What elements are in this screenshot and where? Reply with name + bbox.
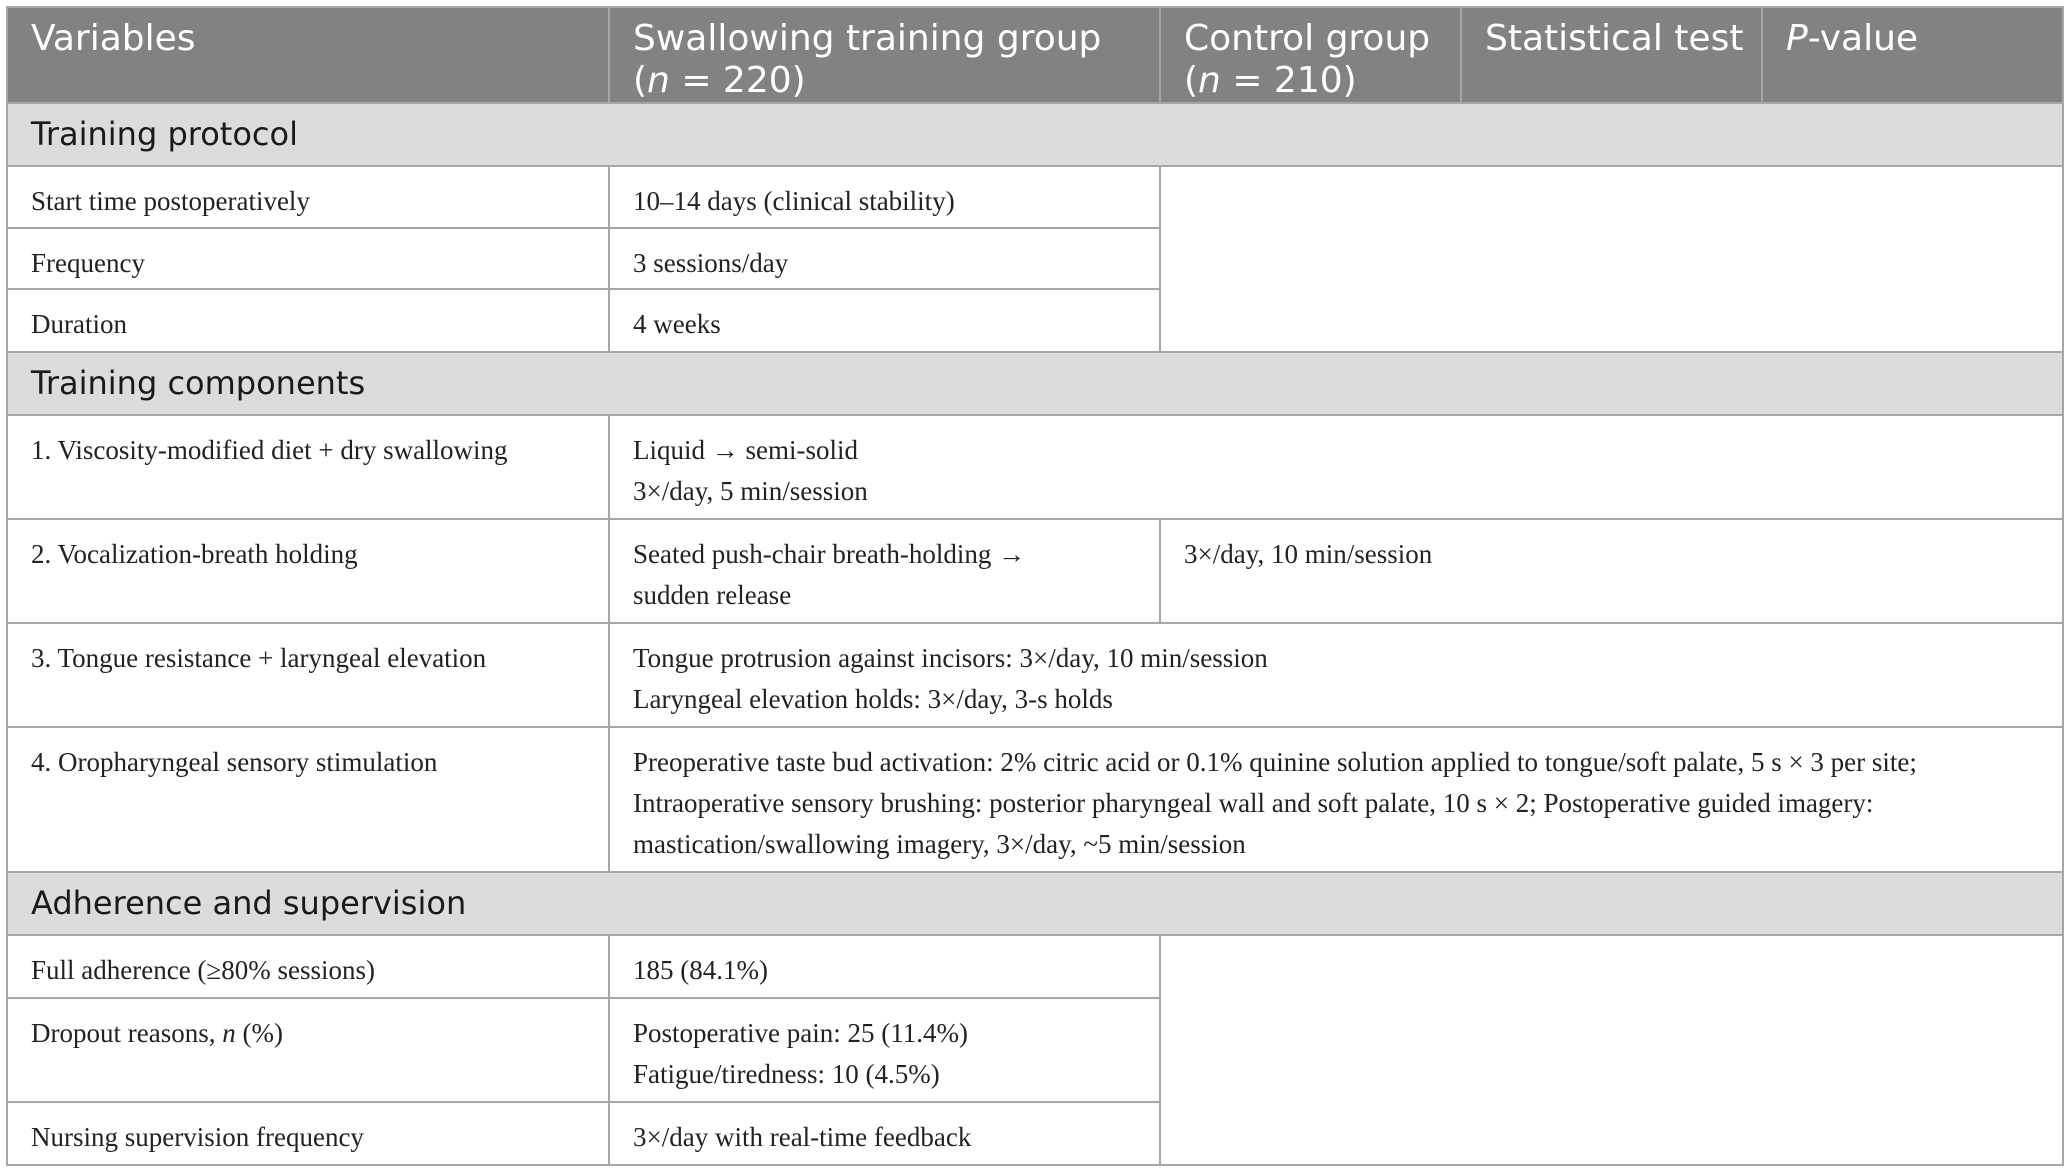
row-label-full-adherence: Full adherence (≥80% sessions) xyxy=(7,935,609,997)
row-value-duration: 4 weeks xyxy=(609,289,1160,351)
row-value-start-time: 10–14 days (clinical stability) xyxy=(609,166,1160,228)
row-label-duration: Duration xyxy=(7,289,609,351)
training-protocol-table xyxy=(6,6,2064,1166)
row-label-nursing: Nursing supervision frequency xyxy=(7,1102,609,1165)
header-swallowing-group: Swallowing training group (n = 220) xyxy=(609,7,1160,103)
row-label-component-3: 3. Tongue resistance + laryngeal elevation xyxy=(7,623,609,727)
header-variables: Variables xyxy=(7,7,609,103)
header-statistical-test: Statistical test xyxy=(1461,7,1762,103)
row-value-frequency: 3 sessions/day xyxy=(609,228,1160,289)
table-row xyxy=(7,519,2063,623)
table-row xyxy=(7,727,2063,872)
table-row xyxy=(7,623,2063,727)
row-value-component-3: Tongue protrusion against incisors: 3×/day, 10 min/session Laryngeal elevation holds: 3×/day, 3-s holds xyxy=(609,623,2063,727)
empty-cell-protocol xyxy=(1160,166,2063,351)
table-row xyxy=(7,415,2063,519)
row-control-component-2: 3×/day, 10 min/session xyxy=(1160,519,2063,623)
row-label-start-time: Start time postoperatively xyxy=(7,166,609,228)
row-value-component-2: Seated push-chair breath-holding → sudden release xyxy=(609,519,1160,623)
section-title-training-components: Training components xyxy=(7,352,2063,415)
section-row-training-protocol xyxy=(7,103,2063,166)
section-title-training-protocol: Training protocol xyxy=(7,103,2063,166)
table-header-row xyxy=(7,7,2063,103)
row-label-component-4: 4. Oropharyngeal sensory stimulation xyxy=(7,727,609,872)
row-value-component-1: Liquid → semi-solid 3×/day, 5 min/session xyxy=(609,415,2063,519)
row-value-full-adherence: 185 (84.1%) xyxy=(609,935,1160,997)
header-p-value: P-value xyxy=(1762,7,2063,103)
section-row-training-components xyxy=(7,352,2063,415)
empty-cell-adherence xyxy=(1160,935,2063,1165)
row-value-component-4: Preoperative taste bud activation: 2% citric acid or 0.1% quinine solution applied to tongue/soft palate, 5 s × 3 per site; Intraoperative sensory brushing: posterior pharyngeal wall and soft palate, 10 s × 2; Postoperative guided imagery: mastication/swallowing imagery, 3×/day, ~5 min/session xyxy=(609,727,2063,872)
row-label-component-2: 2. Vocalization-breath holding xyxy=(7,519,609,623)
section-title-adherence: Adherence and supervision xyxy=(7,872,2063,935)
row-label-component-1: 1. Viscosity-modified diet + dry swallowing xyxy=(7,415,609,519)
row-value-dropout: Postoperative pain: 25 (11.4%) Fatigue/tiredness: 10 (4.5%) xyxy=(609,998,1160,1102)
table-row xyxy=(7,166,2063,228)
row-label-frequency: Frequency xyxy=(7,228,609,289)
row-value-nursing: 3×/day with real-time feedback xyxy=(609,1102,1160,1165)
section-row-adherence xyxy=(7,872,2063,935)
table-row xyxy=(7,935,2063,997)
row-label-dropout: Dropout reasons, n (%) xyxy=(7,998,609,1102)
header-control-group: Control group (n = 210) xyxy=(1160,7,1461,103)
